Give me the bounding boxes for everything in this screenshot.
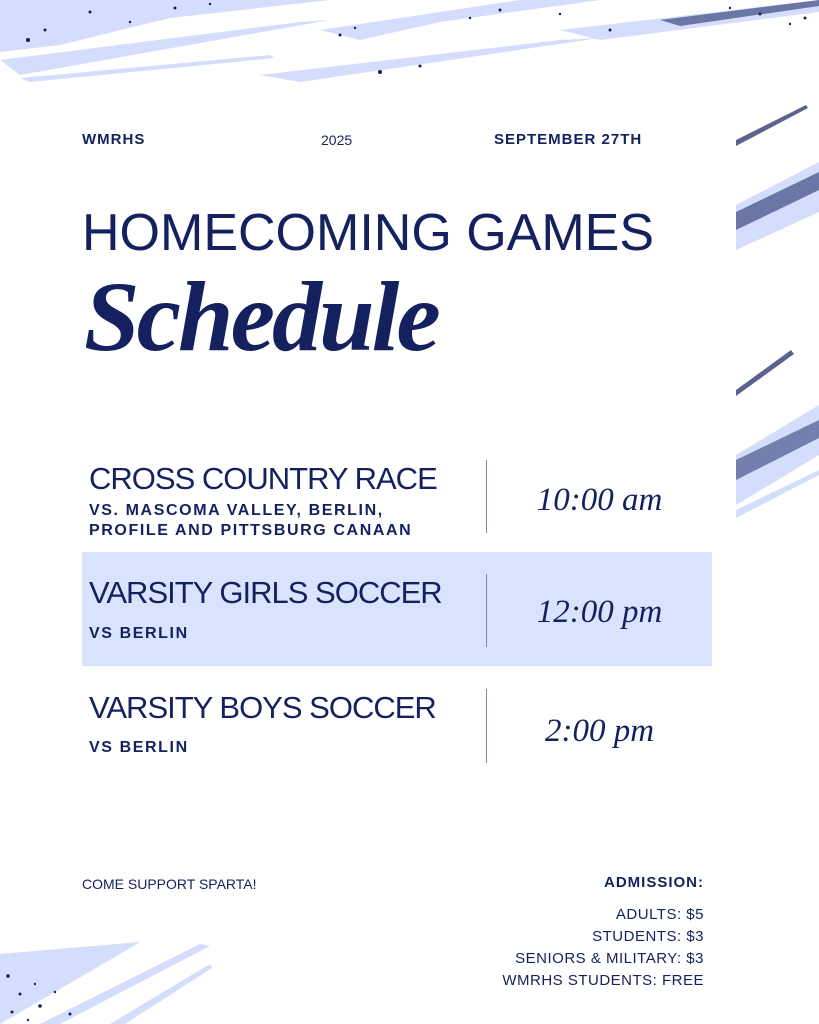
schedule-row	[82, 438, 712, 552]
admission-title: ADMISSION:	[604, 874, 704, 891]
year: 2025	[321, 132, 353, 148]
page-title: HOMECOMING GAMES	[82, 204, 655, 262]
event-opponents: VS BERLIN	[89, 625, 189, 642]
event-opponents: VS. MASCOMA VALLEY, BERLIN,	[89, 502, 384, 519]
brush-decoration-bottom	[0, 934, 220, 1024]
price-item: STUDENTS: $3	[592, 928, 704, 945]
event-date: SEPTEMBER 27TH	[494, 131, 643, 148]
event-opponents: PROFILE AND PITTSBURG CANAAN	[89, 522, 413, 539]
admission-block	[502, 874, 704, 992]
event-time: 10:00 am	[536, 482, 663, 518]
brush-decoration-top	[0, 0, 819, 90]
event-name: VARSITY GIRLS SOCCER	[89, 575, 442, 610]
school-name: WMRHS	[82, 131, 146, 148]
schedule-row	[82, 666, 712, 780]
event-time: 12:00 pm	[536, 594, 663, 630]
event-time: 2:00 pm	[544, 713, 655, 749]
event-name: VARSITY BOYS SOCCER	[89, 690, 436, 725]
price-item: ADULTS: $5	[615, 906, 704, 923]
event-name: CROSS COUNTRY RACE	[89, 461, 437, 496]
price-item: WMRHS STUDENTS: FREE	[502, 972, 704, 989]
brush-decoration-right	[736, 100, 819, 520]
page-subtitle: Schedule	[84, 261, 438, 372]
schedule-row	[82, 552, 712, 666]
event-opponents: VS BERLIN	[89, 739, 189, 756]
slogan: COME SUPPORT SPARTA!	[82, 876, 257, 892]
price-item: SENIORS & MILITARY: $3	[515, 950, 704, 967]
